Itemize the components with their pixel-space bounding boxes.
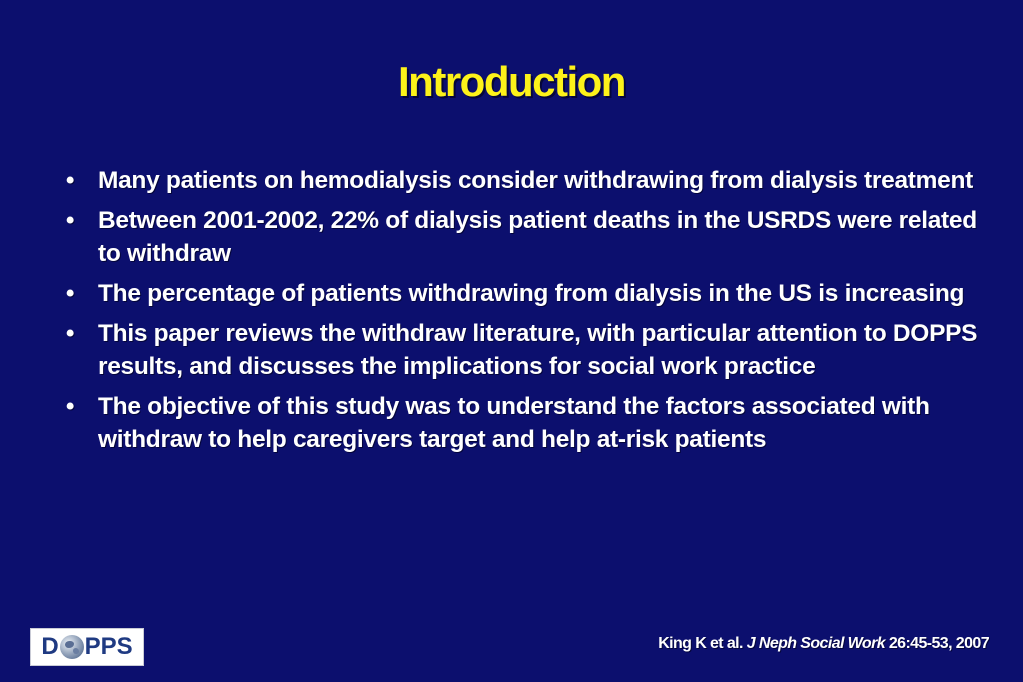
bullet-text: The objective of this study was to understand the factors associated with withdraw to help caregivers target and help at-risk patients	[98, 393, 930, 453]
list-item	[60, 204, 980, 270]
logo-letters-pps: PPS	[84, 633, 133, 660]
list-item	[60, 277, 980, 310]
list-item	[60, 390, 980, 456]
list-item	[60, 317, 980, 383]
bullet-list	[60, 164, 980, 463]
bullet-dot: •	[65, 393, 75, 420]
bullet-dot: •	[65, 280, 75, 307]
dopps-logo	[30, 628, 144, 666]
citation-authors: King K et al.	[658, 635, 743, 652]
bullet-text: Many patients on hemodialysis consider withdrawing from dialysis treatment	[98, 167, 973, 194]
bullet-text: Between 2001-2002, 22% of dialysis patient deaths in the USRDS were related to withdraw	[98, 207, 977, 267]
citation-journal: J Neph Social Work	[746, 635, 885, 652]
bullet-dot: •	[65, 167, 75, 194]
bullet-text: This paper reviews the withdraw literature, with particular attention to DOPPS results, and discusses the implications for social work practice	[98, 320, 978, 380]
globe-icon	[60, 635, 84, 659]
citation-details: 26:45-53, 2007	[888, 635, 989, 652]
list-item	[60, 164, 980, 197]
bullet-text: The percentage of patients withdrawing from dialysis in the US is increasing	[98, 280, 965, 307]
slide-title: Introduction	[398, 58, 625, 105]
logo-letter-d: D	[41, 633, 59, 660]
bullet-dot: •	[65, 320, 75, 347]
citation	[658, 633, 989, 655]
logo-wordmark	[41, 633, 132, 661]
bullet-dot: •	[65, 207, 75, 234]
